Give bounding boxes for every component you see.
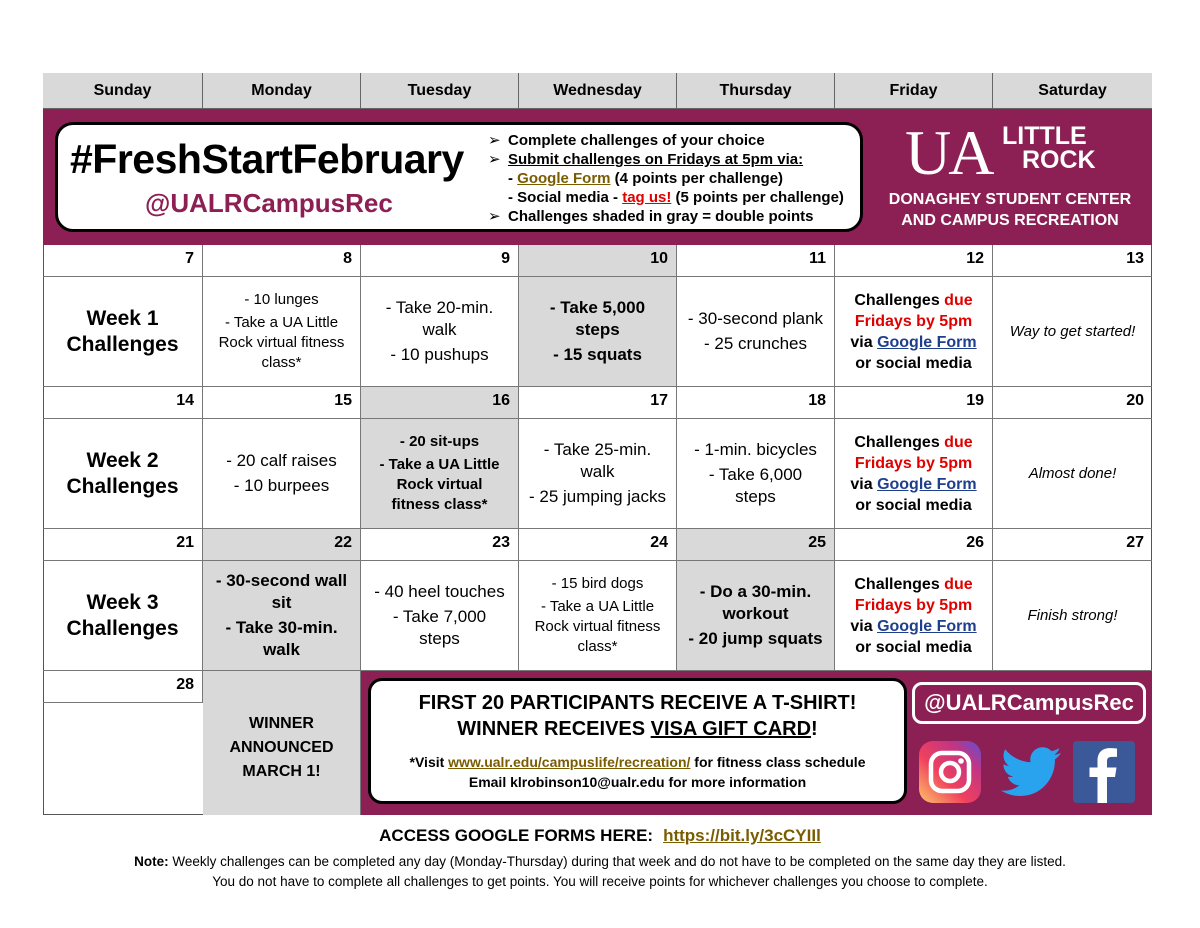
week-1-saturday-note: Way to get started!: [993, 277, 1152, 387]
date-number: 27: [993, 529, 1152, 561]
day-header-monday: Monday: [203, 73, 361, 109]
promo-details: *Visit www.ualr.edu/campuslife/recreation/ for fitness class schedule Email klrobinson10@ualr.edu for more information: [409, 754, 866, 790]
week-3-monday-challenges: - 30-second wall sit - Take 30-min. walk: [203, 561, 361, 671]
rule-item: ➢ Submit challenges on Fridays at 5pm via:: [488, 151, 804, 168]
rule-item: - Social media - tag us! (5 points per challenge): [508, 189, 844, 206]
date-number: 13: [993, 245, 1152, 277]
twitter-icon[interactable]: [999, 741, 1061, 803]
date-number: 28: [43, 671, 203, 703]
date-number: 19: [835, 387, 993, 419]
rule-item: ➢ Complete challenges of your choice: [488, 132, 765, 149]
date-number: 12: [835, 245, 993, 277]
date-number: 26: [835, 529, 993, 561]
arrow-bullet-icon: ➢: [488, 151, 501, 168]
week-2-thursday-challenges: - 1-min. bicycles - Take 6,000 steps: [677, 419, 835, 529]
tag-us-link[interactable]: tag us!: [622, 189, 672, 206]
campaign-handle: @UALRCampusRec: [145, 188, 393, 218]
week-1-monday-challenges: - 10 lunges - Take a UA Little Rock virtual fitness class*: [203, 277, 361, 387]
date-number: 23: [361, 529, 519, 561]
week-1-thursday-challenges: - 30-second plank - 25 crunches: [677, 277, 835, 387]
date-number: 16: [361, 387, 519, 419]
week-3-tuesday-challenges: - 40 heel touches - Take 7,000 steps: [361, 561, 519, 671]
rule-item: - Google Form (4 points per challenge): [508, 170, 784, 187]
day-header-sunday: Sunday: [43, 73, 203, 109]
friday-due-notice: Challenges due Fridays by 5pm via Google Form or social media: [835, 561, 993, 671]
week-3-thursday-challenges: - Do a 30-min. workout - 20 jump squats: [677, 561, 835, 671]
date-number: 11: [677, 245, 835, 277]
google-forms-link[interactable]: https://bit.ly/3cCYIIl: [663, 826, 821, 845]
day-header-friday: Friday: [835, 73, 993, 109]
date-number: 15: [203, 387, 361, 419]
date-number: 8: [203, 245, 361, 277]
day-header-tuesday: Tuesday: [361, 73, 519, 109]
date-number: 9: [361, 245, 519, 277]
week-1-label: Week 1 Challenges: [43, 277, 203, 387]
week-2-saturday-note: Almost done!: [993, 419, 1152, 529]
date-number: 24: [519, 529, 677, 561]
facebook-icon[interactable]: [1073, 741, 1135, 803]
arrow-bullet-icon: ➢: [488, 208, 501, 225]
campaign-hashtag: #FreshStartFebruary: [70, 136, 464, 182]
instagram-icon[interactable]: [919, 741, 981, 803]
day-header-saturday: Saturday: [993, 73, 1152, 109]
date-number: 7: [43, 245, 203, 277]
week-2-tuesday-challenges: - 20 sit-ups - Take a UA Little Rock virtual fitness class*: [361, 419, 519, 529]
day-header-thursday: Thursday: [677, 73, 835, 109]
date-number: 18: [677, 387, 835, 419]
friday-due-notice: Challenges due Fridays by 5pm via Google Form or social media: [835, 277, 993, 387]
google-form-link[interactable]: Google Form: [877, 475, 977, 493]
social-handle: @UALRCampusRec: [912, 682, 1146, 724]
week-2-wednesday-challenges: - Take 25-min. walk - 25 jumping jacks: [519, 419, 677, 529]
logo-rock-text: ROCK: [1022, 146, 1096, 174]
week-3-label: Week 3 Challenges: [43, 561, 203, 671]
day-header-wednesday: Wednesday: [519, 73, 677, 109]
week-1-wednesday-challenges: - Take 5,000 steps - 15 squats: [519, 277, 677, 387]
recreation-website-link[interactable]: www.ualr.edu/campuslife/recreation/: [448, 754, 691, 770]
arrow-bullet-icon: ➢: [488, 132, 501, 149]
rules-list: [488, 131, 844, 226]
week-2-monday-challenges: - 20 calf raises - 10 burpees: [203, 419, 361, 529]
date-number: 10: [519, 245, 677, 277]
department-name: DONAGHEY STUDENT CENTER AND CAMPUS RECREATION: [888, 191, 1132, 229]
week-1-tuesday-challenges: - Take 20-min. walk - 10 pushups: [361, 277, 519, 387]
google-form-link[interactable]: Google Form: [877, 617, 977, 635]
week-3-saturday-note: Finish strong!: [993, 561, 1152, 671]
promo-headline: FIRST 20 PARTICIPANTS RECEIVE A T-SHIRT! WINNER RECEIVES VISA GIFT CARD!: [418, 692, 857, 740]
date-number: 21: [43, 529, 203, 561]
footer-note: Note: Weekly challenges can be completed any day (Monday-Thursday) during that week and do not have to be completed on the same day they are listed. You do not have to complete all challenges to get points. You will receive points for whichever challenges you choose to complete.: [134, 854, 1066, 889]
logo-little-text: LITTLE: [1002, 122, 1087, 150]
date-number: 22: [203, 529, 361, 561]
google-forms-access: ACCESS GOOGLE FORMS HERE: https://bit.ly/3cCYIIl: [379, 826, 821, 845]
winner-announcement: WINNER ANNOUNCED MARCH 1!: [203, 671, 361, 815]
date-number: 17: [519, 387, 677, 419]
ua-logo: UA: [905, 117, 992, 188]
google-form-link[interactable]: Google Form: [877, 333, 977, 351]
google-form-link[interactable]: Google Form: [517, 170, 611, 187]
date-number: 20: [993, 387, 1152, 419]
week-2-label: Week 2 Challenges: [43, 419, 203, 529]
friday-due-notice: Challenges due Fridays by 5pm via Google Form or social media: [835, 419, 993, 529]
rule-item: ➢ Challenges shaded in gray = double points: [488, 208, 814, 225]
date-number: 14: [43, 387, 203, 419]
date-number: 25: [677, 529, 835, 561]
week-3-wednesday-challenges: - 15 bird dogs - Take a UA Little Rock virtual fitness class*: [519, 561, 677, 671]
